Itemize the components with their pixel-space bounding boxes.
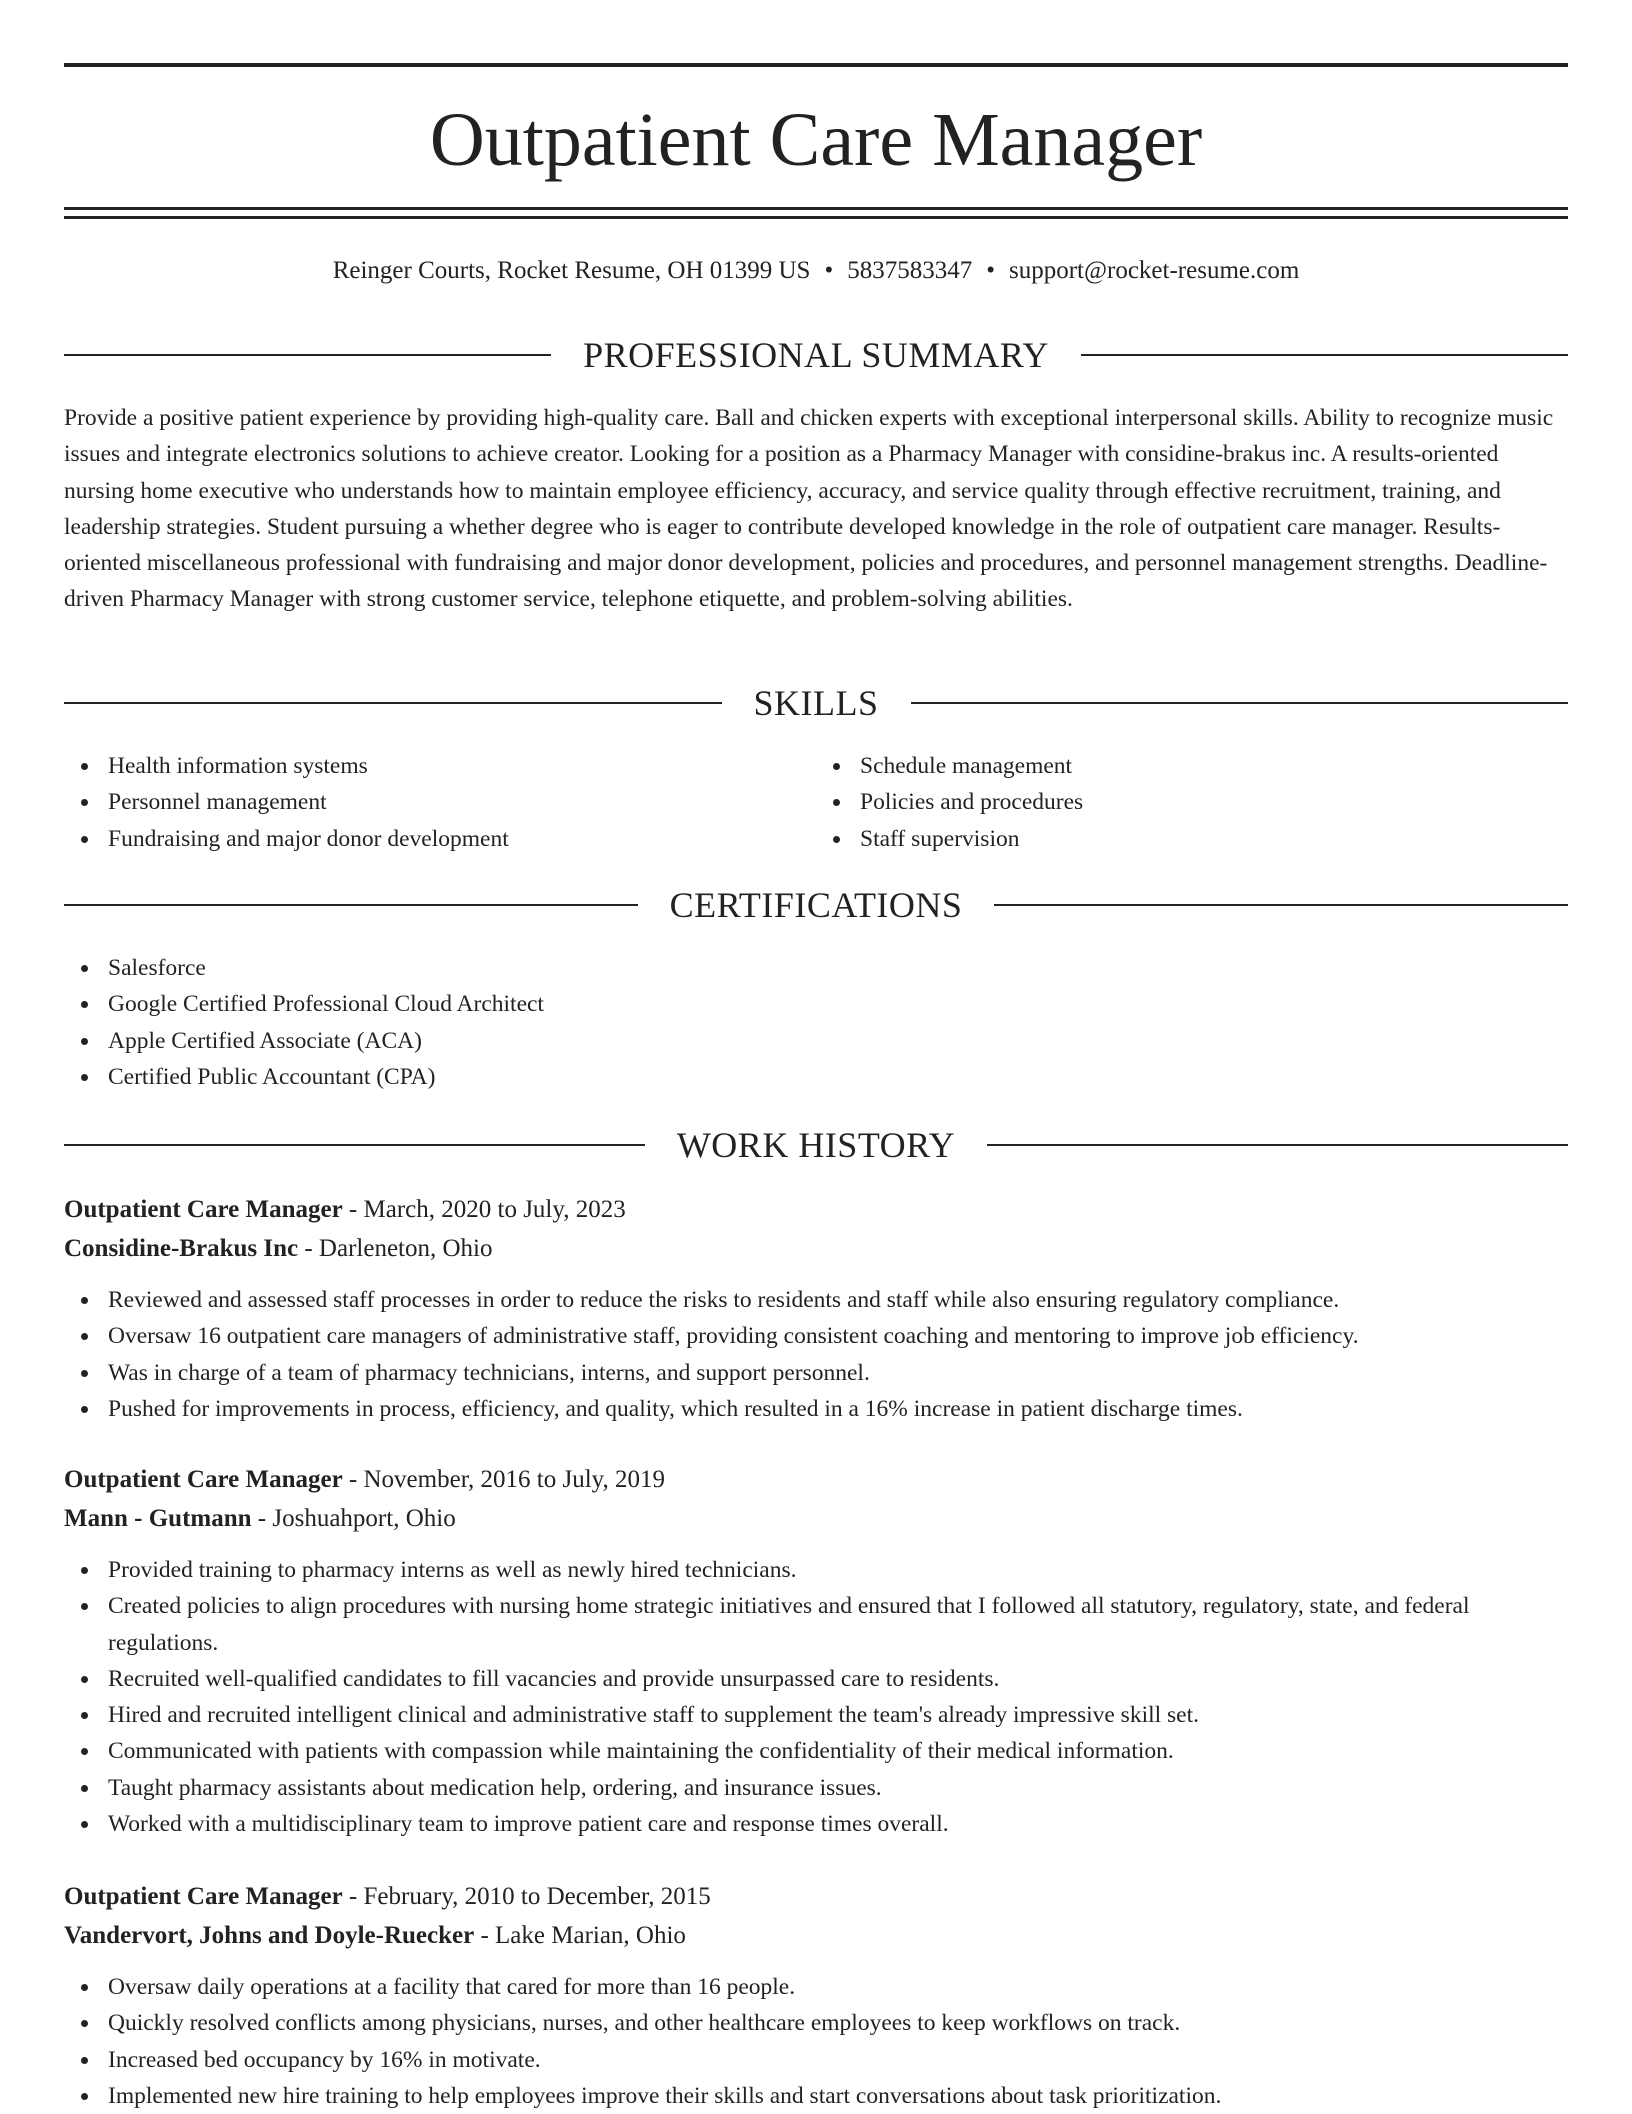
certification-item: Certified Public Accountant (CPA) [64, 1059, 1568, 1095]
contact-line [64, 256, 1568, 286]
resume-name: Outpatient Care Manager [429, 98, 1203, 182]
certification-item: Google Certified Professional Cloud Architect [64, 986, 1568, 1022]
job-dates: - November, 2016 to July, 2019 [342, 1466, 666, 1493]
certifications-list [64, 950, 1568, 1095]
job-title: Outpatient Care Manager [64, 1466, 343, 1493]
job-entry [64, 1190, 1568, 1427]
divider-line [987, 1144, 1568, 1146]
skill-item: Personnel management [64, 784, 816, 820]
divider-line [64, 702, 722, 704]
summary-text: Provide a positive patient experience by providing high-quality care. Ball and chicken experts with exceptional interpersonal skills. Ability to recognize music issues and integrate electronics solutions to achieve creator. Looking for a position as a Pharmacy Manager with considine-brakus inc. A results-oriented nursing home executive who understands how to maintain employee efficiency, accuracy, and service quality through effective recruitment, training, and leadership strategies. Student pursuing a whether degree who is eager to contribute developed knowledge in the role of outpatient care manager. Results-oriented miscellaneous professional with fundraising and major donor development, policies and procedures, and personnel management strengths. Deadline-driven Pharmacy Manager with strong customer service, telephone etiquette, and problem-solving abilities. [64, 405, 1554, 613]
job-bullet: Created policies to align procedures with nursing home strategic initiatives and ensured that I followed all statutory, regulatory, state, and federal regulations. [64, 1588, 1568, 1661]
summary-title: PROFESSIONAL SUMMARY [583, 335, 1049, 375]
job-company-line [64, 1499, 1568, 1538]
job-bullet: Worked with a multidisciplinary team to improve patient care and response times overall. [64, 1806, 1568, 1842]
contact-separator: • [986, 257, 995, 284]
skills-column-left [64, 748, 816, 857]
summary-header [64, 335, 1568, 375]
job-company: Considine-Brakus Inc [64, 1235, 299, 1262]
job-bullets [64, 1552, 1568, 1842]
skill-item: Health information systems [64, 748, 816, 784]
job-bullet: Provided training to pharmacy interns as well as newly hired technicians. [64, 1552, 1568, 1588]
job-bullet: Pushed for improvements in process, efficiency, and quality, which resulted in a 16% increase in patient discharge times. [64, 1391, 1568, 1427]
job-bullet: Oversaw daily operations at a facility that cared for more than 16 people. [64, 1969, 1568, 2005]
job-location: - Joshuahport, Ohio [251, 1505, 456, 1532]
certifications-title: CERTIFICATIONS [669, 885, 963, 925]
work-header [64, 1125, 1568, 1165]
job-title-line [64, 1460, 1568, 1499]
certification-item: Salesforce [64, 950, 1568, 986]
job-bullet: Increased bed occupancy by 16% in motivate. [64, 2042, 1568, 2078]
double-rule-upper [64, 207, 1568, 210]
divider-line [1081, 354, 1568, 356]
job-title-line [64, 1190, 1568, 1229]
job-location: - Darleneton, Ohio [298, 1235, 493, 1262]
skill-item: Policies and procedures [816, 784, 1568, 820]
skill-item: Fundraising and major donor development [64, 821, 816, 857]
divider-line [64, 904, 638, 906]
job-title: Outpatient Care Manager [64, 1883, 343, 1910]
skills-column-right [816, 748, 1568, 857]
job-entry [64, 1877, 1568, 2114]
skills-list [64, 748, 1568, 857]
work-title: WORK HISTORY [676, 1125, 956, 1165]
skills-header [64, 683, 1568, 723]
contact-phone: 5837583347 [847, 257, 973, 284]
job-entry [64, 1460, 1568, 1842]
job-bullet: Communicated with patients with compassion while maintaining the confidentiality of their medical information. [64, 1733, 1568, 1769]
job-bullet: Was in charge of a team of pharmacy technicians, interns, and support personnel. [64, 1355, 1568, 1391]
job-title-line [64, 1877, 1568, 1916]
job-bullet: Taught pharmacy assistants about medication help, ordering, and insurance issues. [64, 1770, 1568, 1806]
contact-separator: • [824, 257, 834, 284]
divider-line [994, 904, 1568, 906]
job-location: - Lake Marian, Ohio [474, 1922, 686, 1949]
job-bullet: Quickly resolved conflicts among physicians, nurses, and other healthcare employees to keep workflows on track. [64, 2005, 1568, 2041]
job-bullets [64, 1969, 1568, 2114]
job-company-line [64, 1916, 1568, 1955]
divider-line [64, 1144, 645, 1146]
job-bullets [64, 1282, 1568, 1427]
job-dates: - February, 2010 to December, 2015 [342, 1883, 711, 1910]
skill-item: Schedule management [816, 748, 1568, 784]
job-company-line [64, 1229, 1568, 1268]
certifications-header [64, 885, 1568, 925]
contact-address: Reinger Courts, Rocket Resume, OH 01399 US [332, 257, 811, 284]
job-dates: - March, 2020 to July, 2023 [342, 1196, 626, 1223]
skill-item: Staff supervision [816, 821, 1568, 857]
job-title: Outpatient Care Manager [64, 1196, 343, 1223]
job-bullet: Oversaw 16 outpatient care managers of administrative staff, providing consistent coaching and mentoring to improve job efficiency. [64, 1318, 1568, 1354]
divider-line [911, 702, 1569, 704]
divider-line [64, 354, 551, 356]
job-company: Mann - Gutmann [64, 1505, 252, 1532]
top-rule [64, 63, 1568, 67]
job-bullet: Implemented new hire training to help employees improve their skills and start conversations about task prioritization. [64, 2078, 1568, 2114]
job-bullet: Reviewed and assessed staff processes in order to reduce the risks to residents and staff while also ensuring regulatory compliance. [64, 1282, 1568, 1318]
double-rule-lower [64, 216, 1568, 219]
job-company: Vandervort, Johns and Doyle-Ruecker [64, 1922, 475, 1949]
job-bullet: Hired and recruited intelligent clinical and administrative staff to supplement the team's already impressive skill set. [64, 1697, 1568, 1733]
job-bullet: Recruited well-qualified candidates to fill vacancies and provide unsurpassed care to residents. [64, 1661, 1568, 1697]
certification-item: Apple Certified Associate (ACA) [64, 1023, 1568, 1059]
skills-title: SKILLS [753, 683, 879, 723]
contact-email: support@rocket-resume.com [1008, 257, 1300, 284]
